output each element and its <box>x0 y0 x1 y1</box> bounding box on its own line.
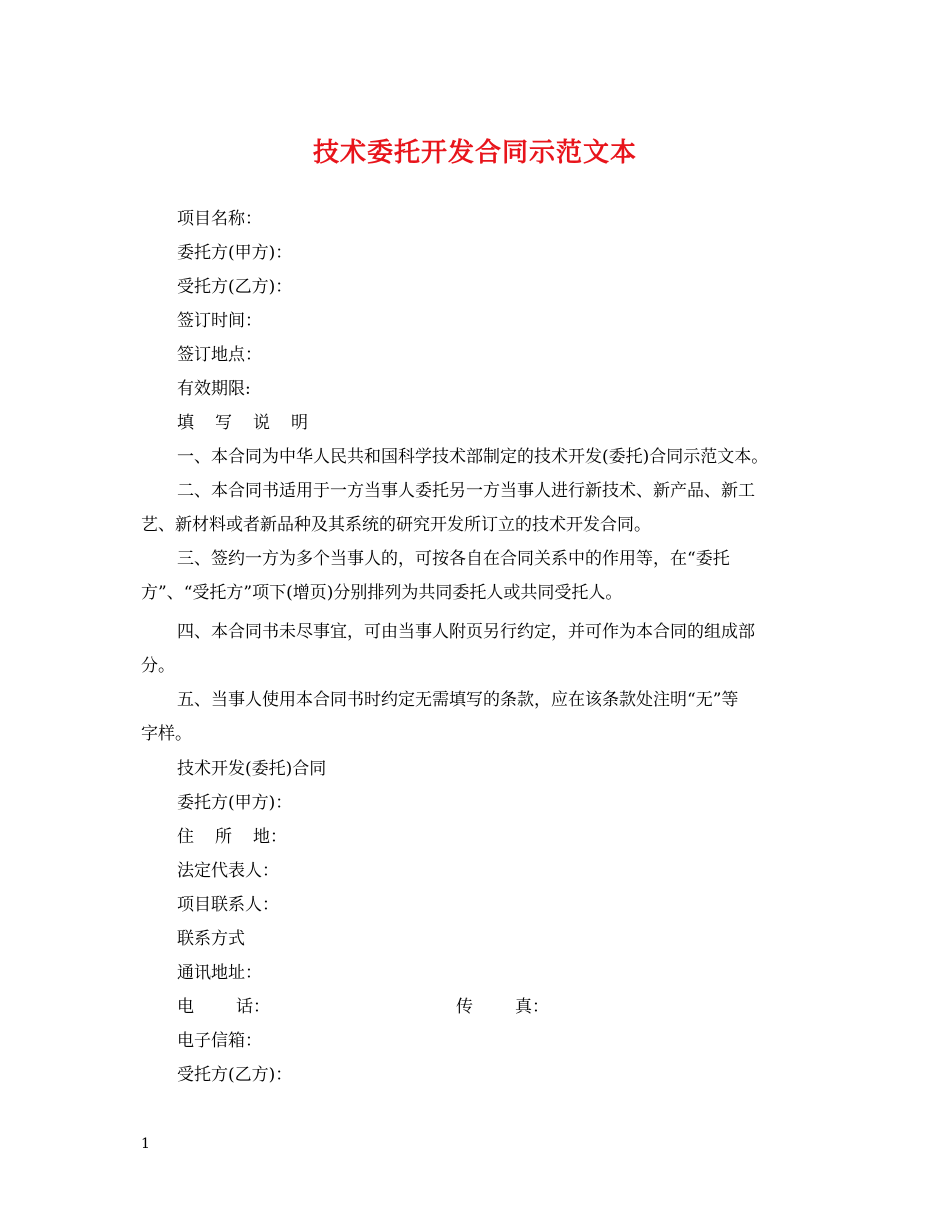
address-char: 所 <box>215 827 232 847</box>
instruction-paragraph-2: 二、本合同书适用于一方当事人委托另一方当事人进行新技术、新产品、新工 <box>177 481 755 501</box>
instruction-paragraph-3-cont: 方”、“受托方”项下(增页)分别排列为共同委托人或共同受托人。 <box>141 583 623 603</box>
heading-char: 写 <box>215 413 232 433</box>
field-contract-contractor: 受托方(乙方)： <box>177 1065 293 1085</box>
field-project-name: 项目名称： <box>177 209 262 229</box>
instruction-paragraph-2-cont: 艺、新材料或者新品种及其系统的研究开发所订立的技术开发合同。 <box>141 515 651 535</box>
field-client: 委托方(甲方)： <box>177 243 293 263</box>
instruction-paragraph-3: 三、签约一方为多个当事人的，可按各自在合同关系中的作用等，在“委托 <box>177 549 730 569</box>
instructions-heading <box>177 413 308 433</box>
phone-char: 电 <box>177 997 194 1017</box>
field-project-contact: 项目联系人： <box>177 895 279 915</box>
field-mail-address: 通讯地址： <box>177 963 262 983</box>
field-sign-time: 签订时间： <box>177 311 262 331</box>
field-contact-method: 联系方式 <box>177 929 245 949</box>
instruction-paragraph-5-cont: 字样。 <box>141 724 192 744</box>
instruction-paragraph-1: 一、本合同为中华人民共和国科学技术部制定的技术开发(委托)合同示范文本。 <box>177 447 769 467</box>
heading-char: 说 <box>253 413 270 433</box>
field-legal-rep: 法定代表人： <box>177 861 279 881</box>
field-contract-client: 委托方(甲方)： <box>177 793 293 813</box>
heading-char: 填 <box>177 413 194 433</box>
instruction-paragraph-4-cont: 分。 <box>141 656 175 676</box>
phone-char: 话： <box>236 997 270 1017</box>
field-sign-place: 签订地点： <box>177 345 262 365</box>
field-address <box>177 827 287 847</box>
contract-heading: 技术开发(委托)合同 <box>177 759 327 779</box>
document-title: 技术委托开发合同示范文本 <box>312 138 637 168</box>
instruction-paragraph-4: 四、本合同书未尽事宜，可由当事人附页另行约定，并可作为本合同的组成部 <box>177 622 755 642</box>
field-validity: 有效期限: <box>177 379 251 399</box>
page-number: 1 <box>141 1136 150 1152</box>
address-char: 住 <box>177 827 194 847</box>
instruction-paragraph-5: 五、当事人使用本合同书时约定无需填写的条款，应在该条款处注明“无”等 <box>177 690 739 710</box>
field-contractor: 受托方(乙方)： <box>177 277 293 297</box>
field-email: 电子信箱： <box>177 1031 262 1051</box>
fax-char: 真： <box>515 997 549 1017</box>
fax-char: 传 <box>456 997 473 1017</box>
field-fax <box>456 997 549 1017</box>
heading-char: 明 <box>291 413 308 433</box>
field-phone <box>177 997 270 1017</box>
address-char: 地： <box>253 827 287 847</box>
